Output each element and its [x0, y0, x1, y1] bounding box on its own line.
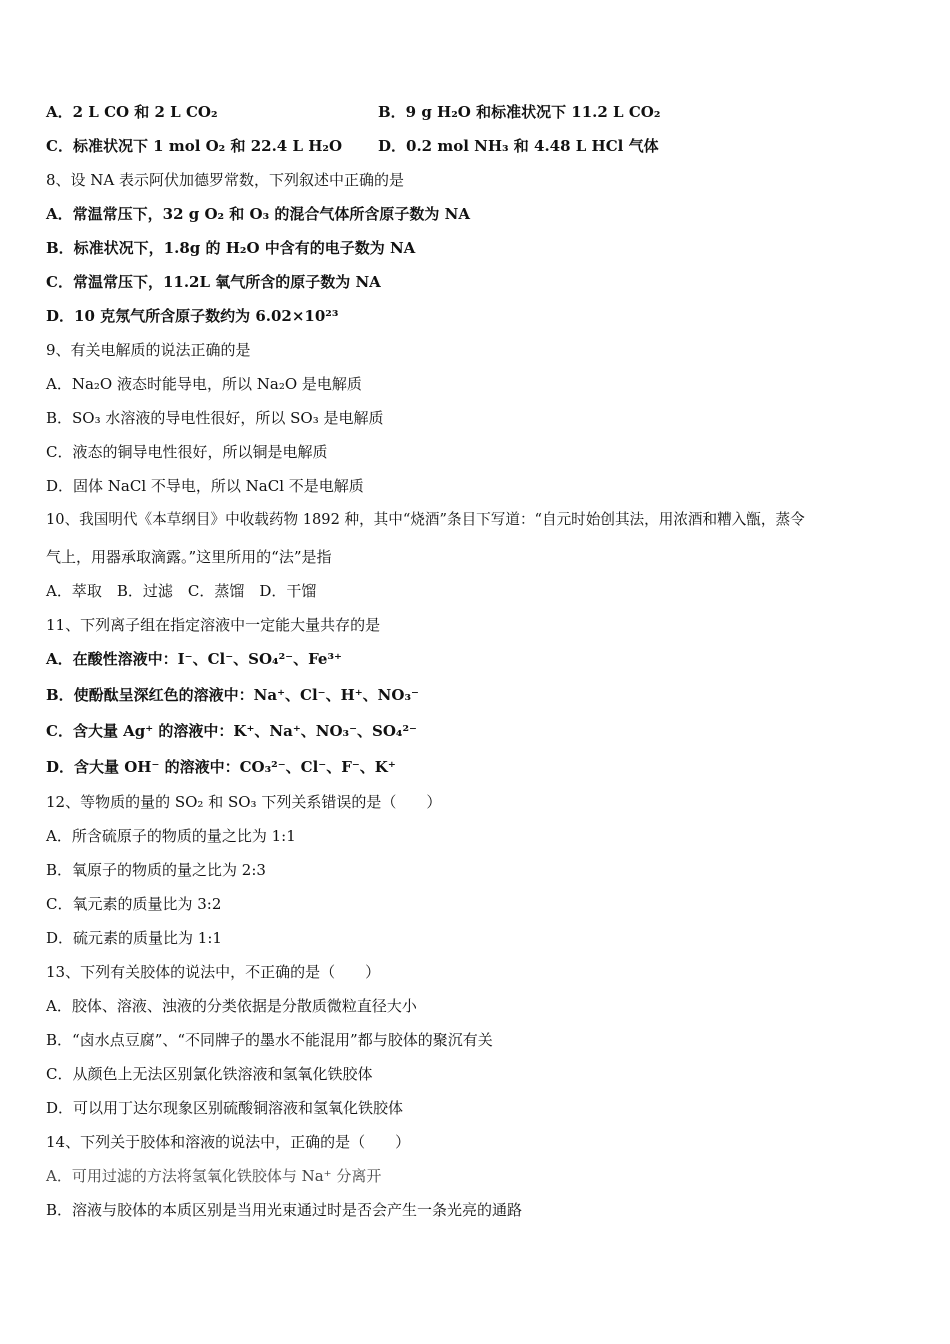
q9-stem: 9、有关电解质的说法正确的是	[46, 341, 251, 359]
q9-option-b: B．SO₃ 水溶液的导电性很好，所以 SO₃ 是电解质	[46, 409, 384, 427]
q12-option-d: D．硫元素的质量比为 1:1	[46, 929, 222, 947]
q7-option-a: A．2 L CO 和 2 L CO₂	[46, 103, 218, 121]
q10-stem-line2: 气上，用器承取滴露。”这里所用的“法”是指	[46, 548, 332, 566]
q7-option-d: D．0.2 mol NH₃ 和 4.48 L HCl 气体	[378, 137, 659, 155]
q8-option-a: A．常温常压下，32 g O₂ 和 O₃ 的混合气体所含原子数为 NA	[46, 205, 470, 223]
q9-option-a: A．Na₂O 液态时能导电，所以 Na₂O 是电解质	[46, 375, 362, 393]
q12-option-c: C．氧元素的质量比为 3:2	[46, 895, 222, 913]
q13-option-b: B．“卤水点豆腐”、“不同牌子的墨水不能混用”都与胶体的聚沉有关	[46, 1031, 493, 1049]
q8-option-b: B．标准状况下，1.8g 的 H₂O 中含有的电子数为 NA	[46, 239, 416, 257]
q7-option-b: B．9 g H₂O 和标准状况下 11.2 L CO₂	[378, 103, 661, 121]
q11-option-c: C．含大量 Ag⁺ 的溶液中：K⁺、Na⁺、NO₃⁻、SO₄²⁻	[46, 722, 417, 740]
q11-option-d: D．含大量 OH⁻ 的溶液中：CO₃²⁻、Cl⁻、F⁻、K⁺	[46, 758, 396, 776]
q13-stem: 13、下列有关胶体的说法中，不正确的是（ ）	[46, 963, 381, 981]
q8-option-c: C．常温常压下，11.2L 氧气所含的原子数为 NA	[46, 273, 381, 291]
q12-stem: 12、等物质的量的 SO₂ 和 SO₃ 下列关系错误的是（ ）	[46, 793, 442, 811]
q11-option-a: A．在酸性溶液中：I⁻、Cl⁻、SO₄²⁻、Fe³⁺	[46, 650, 342, 668]
q11-option-b: B．使酚酞呈深红色的溶液中：Na⁺、Cl⁻、H⁺、NO₃⁻	[46, 686, 419, 704]
q13-option-a: A．胶体、溶液、浊液的分类依据是分散质微粒直径大小	[46, 997, 417, 1015]
q13-option-d: D．可以用丁达尔现象区别硫酸铜溶液和氢氧化铁胶体	[46, 1099, 404, 1117]
q12-option-a: A．所含硫原子的物质的量之比为 1:1	[46, 827, 296, 845]
q8-option-d: D．10 克氖气所含原子数约为 6.02×10²³	[46, 307, 339, 325]
q13-option-c: C．从颜色上无法区别氯化铁溶液和氢氧化铁胶体	[46, 1065, 373, 1083]
q9-option-d: D．固体 NaCl 不导电，所以 NaCl 不是电解质	[46, 477, 364, 495]
q10-stem-line1: 10、我国明代《本草纲目》中收载药物 1892 种，其中“烧酒”条目下写道：“自元时始创其法，用浓酒和糟入甑，蒸令	[46, 511, 805, 528]
q12-option-b: B．氧原子的物质的量之比为 2:3	[46, 861, 266, 879]
q14-option-a: A．可用过滤的方法将氢氧化铁胶体与 Na⁺ 分离开	[46, 1167, 382, 1185]
q14-stem: 14、下列关于胶体和溶液的说法中，正确的是（ ）	[46, 1133, 411, 1151]
q8-stem: 8、设 NA 表示阿伏加德罗常数，下列叙述中正确的是	[46, 171, 405, 189]
q11-stem: 11、下列离子组在指定溶液中一定能大量共存的是	[46, 616, 381, 634]
q7-option-c: C．标准状况下 1 mol O₂ 和 22.4 L H₂O	[46, 137, 343, 155]
q9-option-c: C．液态的铜导电性很好，所以铜是电解质	[46, 443, 328, 461]
q10-options: A．萃取 B．过滤 C．蒸馏 D．干馏	[46, 582, 317, 600]
q14-option-b: B．溶液与胶体的本质区别是当用光束通过时是否会产生一条光亮的通路	[46, 1201, 523, 1219]
